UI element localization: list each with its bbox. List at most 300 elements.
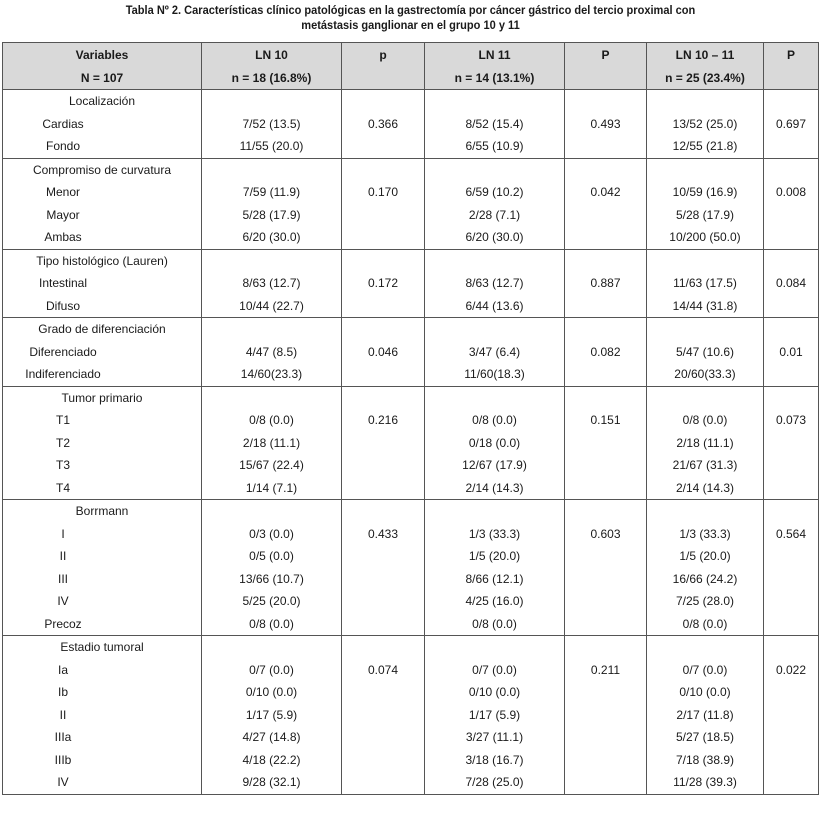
header-p-ln10-11-text: P [786,47,795,62]
p-ln11-value [565,341,647,364]
p-ln10-value [342,432,425,455]
table-row [3,432,819,455]
table-row [3,568,819,591]
data-table [2,42,819,795]
ln10-11-value [647,477,764,500]
table-row [3,477,819,500]
ln10-value [202,363,342,386]
row-label-text: Precoz [44,616,82,631]
table-row [3,204,819,227]
p-ln10-value [342,659,425,682]
row-label [3,771,202,794]
ln10-11-value-text: 0/8 (0.0) [682,616,728,631]
header-p-ln10-text: p [379,47,387,62]
ln10-11-value-text: 13/52 (25.0) [672,116,738,131]
ln11-value [425,135,565,158]
ln10-11-value [647,681,764,704]
p-ln11-value [565,613,647,636]
empty-cell [647,386,764,409]
ln10-value-text: 2/18 (11.1) [242,435,301,450]
ln10-11-value [647,726,764,749]
table-row [3,771,819,794]
p-ln10-value-text: 0.170 [367,185,399,200]
header-variables [3,43,202,67]
table-row [3,523,819,546]
ln10-value-text: 4/47 (8.5) [245,344,298,359]
p-ln10-11-value [764,204,819,227]
row-label [3,590,202,613]
header-ln10-text: n = 18 (16.8%) [231,70,312,85]
ln11-value-text: 0/7 (0.0) [472,662,517,677]
p-ln10-value [342,749,425,772]
ln11-value-text: 6/59 (10.2) [465,185,524,200]
table-row [3,681,819,704]
table-row [3,454,819,477]
header-variables-text: N = 107 [80,70,124,85]
ln10-11-value-text: 16/66 (24.2) [672,571,738,586]
ln10-11-value-text: 2/17 (11.8) [676,707,734,722]
empty-cell [202,249,342,272]
row-label [3,272,202,295]
header-ln10-11 [647,66,764,90]
header-ln10-11-text: n = 25 (23.4%) [665,70,745,85]
row-label-text: T1 [55,413,70,428]
group-header-row [3,636,819,659]
row-label-text: T4 [55,480,70,495]
p-ln10-11-value [764,545,819,568]
ln10-value [202,704,342,727]
ln11-value-text: 0/8 (0.0) [472,616,517,631]
row-label-text: Intestinal [38,276,88,291]
row-label [3,568,202,591]
empty-cell [342,90,425,113]
p-ln10-value [342,726,425,749]
p-ln10-value-text: 0.074 [367,662,399,677]
empty-cell [565,318,647,341]
p-ln10-value [342,771,425,794]
header-ln11 [425,43,565,67]
table-row [3,409,819,432]
ln10-11-value [647,590,764,613]
ln11-value [425,704,565,727]
row-label-text: T3 [55,458,70,473]
p-ln10-11-value-text: 0.697 [775,116,807,131]
ln10-value [202,432,342,455]
p-ln10-11-value [764,272,819,295]
p-ln10-value [342,226,425,249]
group-label-text: Tipo histológico (Lauren) [36,253,168,268]
empty-cell [342,500,425,523]
ln10-11-value-text: 7/18 (38.9) [675,752,735,767]
row-label [3,704,202,727]
group-header-row [3,158,819,181]
p-ln10-11-value [764,135,819,158]
ln11-value [425,726,565,749]
ln10-value [202,590,342,613]
group-label-text: Borrmann [75,504,129,519]
p-ln11-value-text: 0.042 [590,185,621,200]
row-label-text: I [61,526,65,541]
p-ln11-value [565,432,647,455]
p-ln10-value-text: 0.216 [367,413,399,428]
p-ln11-value [565,272,647,295]
ln10-value [202,726,342,749]
ln10-11-value-text: 1/5 (20.0) [679,549,731,564]
p-ln10-value [342,295,425,318]
ln11-value-text: 8/52 (15.4) [465,116,524,131]
header-p-ln11 [565,43,647,67]
header-variables-text: Variables [75,47,129,62]
header-row [3,66,819,90]
header-p-ln10-11 [764,43,819,67]
p-ln11-value [565,704,647,727]
ln11-value [425,477,565,500]
p-ln11-value [565,681,647,704]
table-row [3,341,819,364]
empty-cell [647,636,764,659]
row-label-text: Diferenciado [29,344,97,359]
table-row [3,726,819,749]
empty-cell [565,386,647,409]
ln10-11-value [647,113,764,136]
p-ln10-11-value [764,523,819,546]
ln10-value-text: 14/60(23.3) [240,367,303,382]
ln11-value [425,363,565,386]
p-ln11-value-text: 0.082 [590,344,621,359]
p-ln10-value-text: 0.046 [367,344,399,359]
empty-cell [425,90,565,113]
ln10-value [202,523,342,546]
ln10-value [202,749,342,772]
header-p-ln11 [565,66,647,90]
header-ln10 [202,66,342,90]
row-label [3,409,202,432]
ln11-value-text: 11/60(18.3) [464,367,525,382]
p-ln10-11-value [764,432,819,455]
table-title [33,3,788,33]
ln10-11-value [647,341,764,364]
ln11-value [425,454,565,477]
row-label [3,613,202,636]
ln10-value [202,568,342,591]
p-ln11-value-text: 0.211 [590,662,621,677]
ln10-value-text: 15/67 (22.4) [239,458,304,473]
header-p-ln10 [342,66,425,90]
group-label-text: Compromiso de curvatura [32,162,172,177]
table-row [3,749,819,772]
group-label [3,500,202,523]
ln10-11-value-text: 10/200 (50.0) [669,230,741,245]
table-row [3,295,819,318]
row-label-text: Indiferenciado [25,367,101,382]
empty-cell [342,386,425,409]
p-ln10-value [342,409,425,432]
p-ln11-value-text: 0.493 [590,116,621,131]
ln11-value [425,295,565,318]
ln10-11-value [647,613,764,636]
p-ln10-11-value [764,363,819,386]
ln10-value [202,771,342,794]
table-row [3,226,819,249]
ln11-value-text: 1/5 (20.0) [468,549,521,564]
ln10-value [202,295,342,318]
ln11-value [425,181,565,204]
p-ln10-11-value [764,409,819,432]
ln11-value-text: 8/66 (12.1) [465,571,524,586]
ln10-11-value-text: 0/10 (0.0) [679,685,731,700]
ln10-value [202,135,342,158]
row-label [3,432,202,455]
group-label [3,636,202,659]
p-ln11-value [565,113,647,136]
empty-cell [342,249,425,272]
p-ln10-value [342,704,425,727]
p-ln11-value [565,568,647,591]
header-ln10 [202,43,342,67]
p-ln10-11-value-text: 0.564 [775,526,807,541]
ln10-11-value [647,704,764,727]
empty-cell [425,636,565,659]
p-ln11-value [565,771,647,794]
ln10-value-text: 0/8 (0.0) [249,616,294,631]
row-label-text: Menor [45,185,80,200]
ln10-11-value [647,659,764,682]
empty-cell [425,158,565,181]
p-ln11-value [565,523,647,546]
ln11-value-text: 4/25 (16.0) [465,594,524,609]
ln11-value-text: 12/67 (17.9) [462,458,527,473]
ln10-11-value-text: 0/7 (0.0) [682,662,728,677]
row-label-text: IV [57,594,69,609]
p-ln10-value [342,454,425,477]
p-ln10-value [342,135,425,158]
table-row [3,590,819,613]
p-ln11-value [565,295,647,318]
p-ln11-value [565,204,647,227]
p-ln11-value [565,226,647,249]
header-p-ln10 [342,43,425,67]
ln11-value-text: 2/14 (14.3) [465,480,524,495]
empty-cell [342,636,425,659]
empty-cell [565,249,647,272]
group-label-text: Estadio tumoral [60,640,144,655]
ln10-value-text: 11/55 (20.0) [239,139,304,154]
ln10-11-value-text: 2/14 (14.3) [675,480,735,495]
ln10-11-value-text: 5/47 (10.6) [675,344,735,359]
group-header-row [3,90,819,113]
ln10-11-value-text: 11/63 (17.5) [673,276,737,291]
p-ln10-value [342,272,425,295]
table-row [3,613,819,636]
group-label-text: Tumor primario [61,390,143,405]
p-ln10-11-value [764,226,819,249]
ln10-11-value [647,295,764,318]
empty-cell [565,158,647,181]
row-label [3,454,202,477]
empty-cell [425,500,565,523]
group-label [3,386,202,409]
ln10-value-text: 7/59 (11.9) [242,185,301,200]
p-ln10-11-value [764,681,819,704]
header-ln11-text: LN 11 [478,47,511,62]
p-ln11-value-text: 0.151 [590,413,621,428]
p-ln11-value [565,363,647,386]
p-ln10-11-value [764,113,819,136]
row-label-text: III [57,571,68,586]
group-label-text: Grado de diferenciación [38,322,166,337]
ln10-value-text: 9/28 (32.1) [242,775,301,790]
empty-cell [565,90,647,113]
ln11-value [425,113,565,136]
ln11-value [425,226,565,249]
ln10-value-text: 10/44 (22.7) [239,298,304,313]
ln10-value-text: 8/63 (12.7) [242,276,301,291]
empty-cell [647,158,764,181]
group-label [3,318,202,341]
row-label [3,363,202,386]
title-line-1: Tabla Nº 2. Características clínico patológicas en la gastrectomía por cáncer gástrico del tercio proximal con [125,3,696,17]
ln10-value-text: 5/28 (17.9) [242,207,301,222]
p-ln11-value-text: 0.603 [590,526,621,541]
ln10-11-value-text: 0/8 (0.0) [682,413,728,428]
ln10-value [202,181,342,204]
header-ln10-11-text: LN 10 – 11 [675,47,735,62]
ln11-value [425,659,565,682]
ln10-11-value-text: 12/55 (21.8) [672,139,738,154]
ln11-value [425,523,565,546]
ln11-value-text: 0/18 (0.0) [468,435,521,450]
row-label-text: II [59,707,67,722]
ln11-value [425,272,565,295]
ln11-value-text: 6/44 (13.6) [465,298,524,313]
p-ln10-11-value [764,341,819,364]
empty-cell [647,90,764,113]
ln10-value [202,341,342,364]
ln11-value-text: 1/17 (5.9) [468,707,521,722]
ln10-value-text: 1/17 (5.9) [245,707,298,722]
ln10-value [202,454,342,477]
p-ln10-11-value [764,181,819,204]
ln11-value-text: 6/20 (30.0) [465,230,524,245]
table-row [3,113,819,136]
row-label [3,135,202,158]
table-row [3,659,819,682]
ln10-value [202,272,342,295]
ln11-value-text: 0/10 (0.0) [468,685,521,700]
row-label [3,226,202,249]
ln10-11-value-text: 7/25 (28.0) [675,594,735,609]
row-label-text: Ambas [44,230,82,245]
row-label-text: IV [57,775,69,790]
ln10-value-text: 0/8 (0.0) [249,413,294,428]
ln10-value [202,681,342,704]
row-label [3,295,202,318]
row-label-text: Cardias [42,116,84,131]
p-ln10-value [342,590,425,613]
ln11-value-text: 8/63 (12.7) [465,276,524,291]
p-ln11-value [565,726,647,749]
title-line-2: metástasis ganglionar en el grupo 10 y 11 [301,18,520,32]
table-row [3,181,819,204]
ln10-11-value [647,432,764,455]
empty-cell [647,318,764,341]
ln10-11-value-text: 10/59 (16.9) [672,185,738,200]
ln10-value-text: 4/27 (14.8) [242,730,301,745]
empty-cell [202,158,342,181]
ln11-value-text: 3/47 (6.4) [468,344,521,359]
p-ln10-value [342,613,425,636]
p-ln11-value [565,477,647,500]
empty-cell [202,386,342,409]
row-label-text: IIIb [54,752,72,767]
empty-cell [202,636,342,659]
p-ln11-value-text: 0.887 [590,276,621,291]
row-label-text: Ib [57,685,68,700]
p-ln11-value [565,659,647,682]
ln10-value [202,113,342,136]
ln11-value [425,613,565,636]
row-label [3,181,202,204]
p-ln11-value [565,590,647,613]
ln10-value-text: 4/18 (22.2) [242,752,301,767]
ln10-11-value [647,272,764,295]
ln10-11-value-text: 5/28 (17.9) [675,207,735,222]
ln11-value [425,409,565,432]
ln10-value [202,545,342,568]
p-ln10-11-value-text: 0.022 [775,662,807,677]
p-ln11-value [565,181,647,204]
p-ln11-value [565,135,647,158]
empty-cell [202,90,342,113]
p-ln10-11-value [764,771,819,794]
group-header-row [3,386,819,409]
p-ln10-11-value-text: 0.084 [775,276,807,291]
p-ln10-11-value-text: 0.01 [779,344,803,359]
p-ln10-11-value [764,613,819,636]
group-header-row [3,500,819,523]
ln11-value [425,568,565,591]
ln10-value [202,204,342,227]
empty-cell [425,318,565,341]
empty-cell [342,318,425,341]
ln10-11-value-text: 11/28 (39.3) [673,775,737,790]
ln10-11-value [647,771,764,794]
ln11-value [425,204,565,227]
ln11-value-text: 3/27 (11.1) [465,730,524,745]
ln10-11-value-text: 14/44 (31.8) [672,298,738,313]
group-header-row [3,318,819,341]
empty-cell [565,636,647,659]
ln11-value [425,681,565,704]
p-ln10-value-text: 0.172 [367,276,399,291]
row-label [3,545,202,568]
table-body [3,43,819,795]
group-header-row [3,249,819,272]
ln10-11-value-text: 20/60(33.3) [674,367,736,382]
ln10-value-text: 6/20 (30.0) [242,230,301,245]
empty-cell [342,158,425,181]
ln10-value-text: 0/3 (0.0) [249,526,294,541]
group-label [3,158,202,181]
ln11-value [425,432,565,455]
ln10-11-value [647,409,764,432]
ln10-value-text: 13/66 (10.7) [239,571,304,586]
empty-cell [647,500,764,523]
row-label [3,341,202,364]
p-ln10-11-value [764,454,819,477]
ln10-value-text: 0/5 (0.0) [249,549,294,564]
empty-cell [764,636,819,659]
